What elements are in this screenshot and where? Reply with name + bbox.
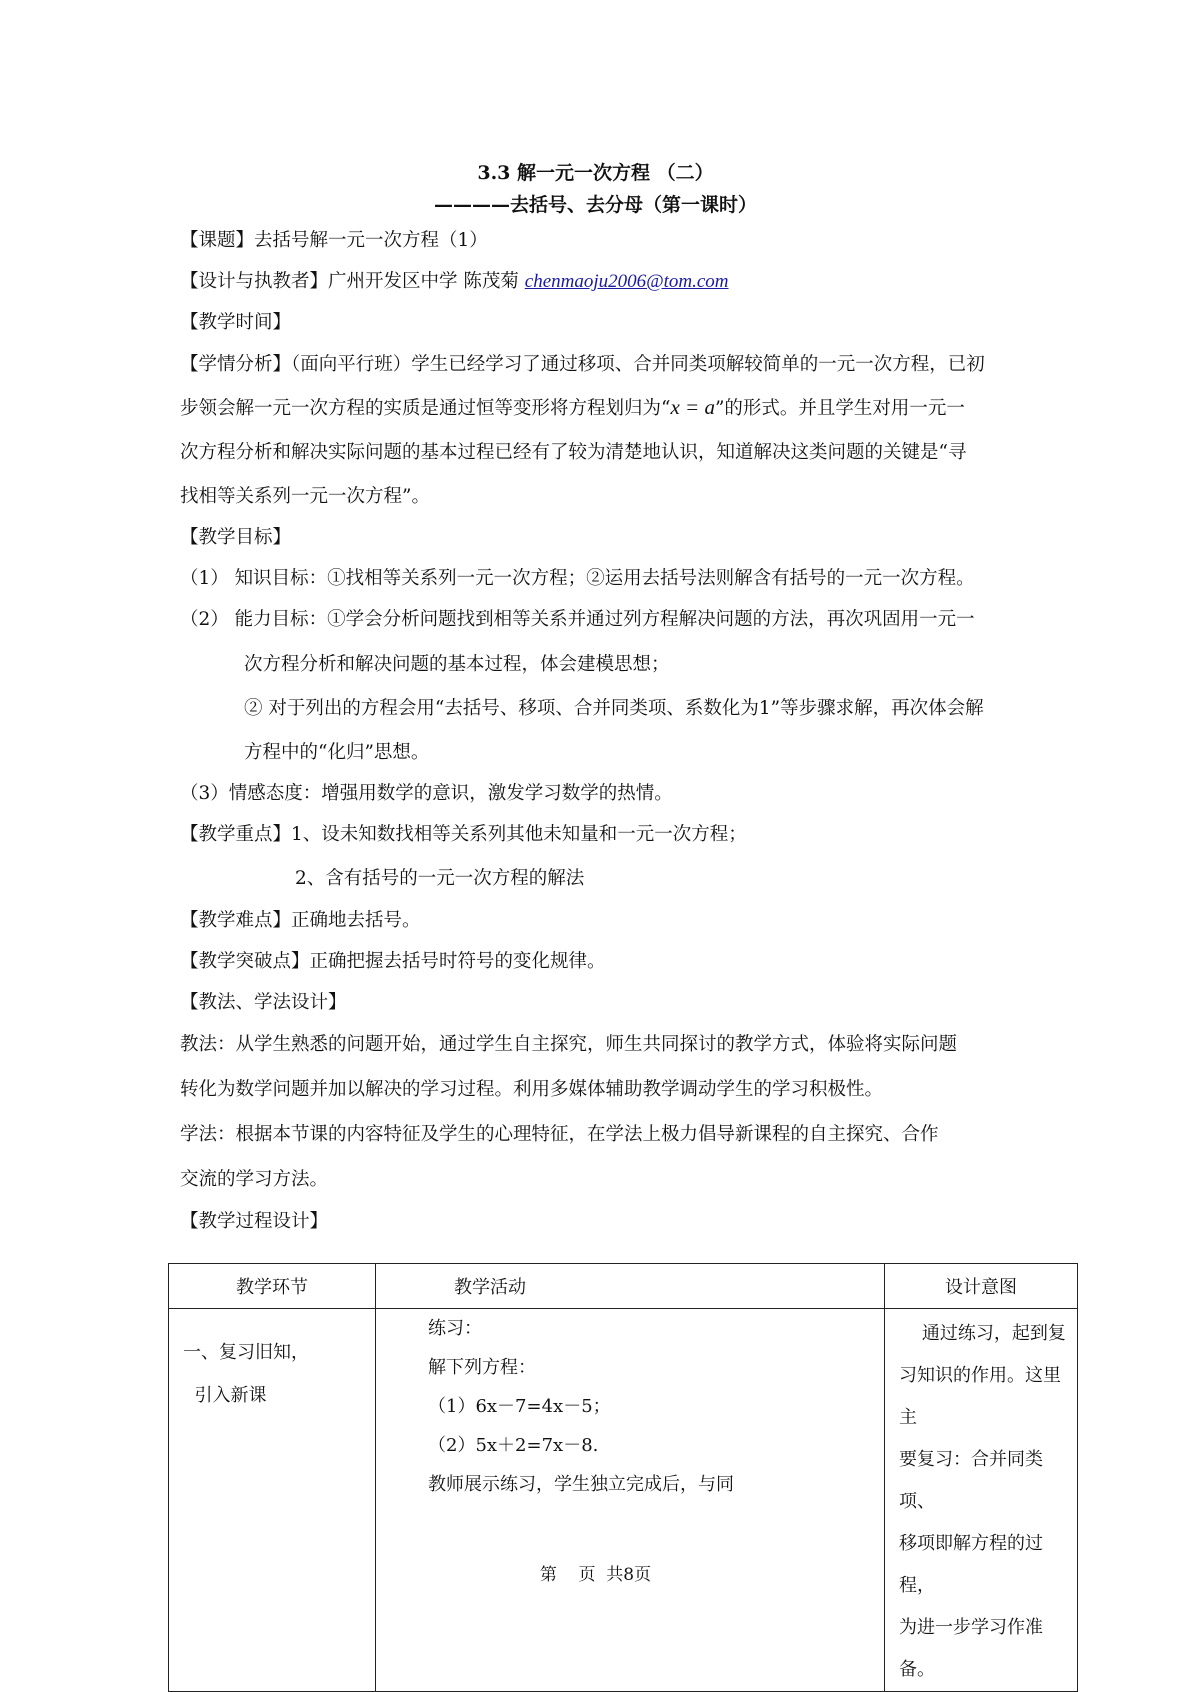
key-point-1: 【教学重点】1、设未知数找相等关系列其他未知量和一元一次方程； <box>180 824 747 845</box>
analysis-line-1: 【学情分析】（面向平行班）学生已经学习了通过移项、合并同类项解较简单的一元一次方程，已初 <box>180 354 985 375</box>
goal-1: （1） 知识目标：①找相等关系列一元一次方程；②运用去括号法则解含有括号的一元一次方程。 <box>180 568 975 589</box>
designer-line <box>180 267 729 293</box>
header-activity: 教学活动 <box>376 1264 885 1309</box>
method-heading: 【教法、学法设计】 <box>180 992 347 1013</box>
header-intent: 设计意图 <box>885 1264 1078 1309</box>
header-stage: 教学环节 <box>169 1264 376 1309</box>
table-row <box>169 1309 1078 1692</box>
stage-cell: 一、复习旧知， 引入新课 <box>169 1309 376 1692</box>
process-table <box>168 1263 1078 1692</box>
learn-line-1: 学法：根据本节课的内容特征及学生的心理特征，在学法上极力倡导新课程的自主探究、合作 <box>180 1124 939 1145</box>
topic-line: 【课题】去括号解一元一次方程（1） <box>180 230 488 251</box>
lesson-title: 3.3 解一元一次方程 （二） <box>477 162 714 184</box>
activity-cell: 练习： 解下列方程： （1）6x－7=4x－5； （2）5x＋2=7x－8. 教师展示练习，学生独立完成后，与同 <box>376 1309 885 1692</box>
analysis-line-3: 次方程分析和解决实际问题的基本过程已经有了较为清楚地认识，知道解决这类问题的关键是“寻 <box>180 442 967 463</box>
key-point-2: 2、含有括号的一元一次方程的解法 <box>295 868 585 889</box>
designer-text: 【设计与执教者】广州开发区中学 陈茂菊 <box>180 271 525 292</box>
goal-2d: 方程中的“化归”思想。 <box>244 742 430 763</box>
teach-line-2: 转化为数学问题并加以解决的学习过程。利用多媒体辅助教学调动学生的学习积极性。 <box>180 1079 884 1100</box>
goals-heading: 【教学目标】 <box>180 527 292 548</box>
math-formula: x = a <box>670 395 715 419</box>
email-link[interactable]: chenmaoju2006@tom.com <box>524 271 729 292</box>
learn-line-2: 交流的学习方法。 <box>180 1169 329 1190</box>
intent-cell: 通过练习，起到复 习知识的作用。这里主 要复习：合并同类项、 移项即解方程的过程， 为进一步学习作准备。 <box>885 1309 1078 1692</box>
goal-2c: ② 对于列出的方程会用“去括号、移项、合并同类项、系数化为1”等步骤求解，再次体会解 <box>244 698 984 719</box>
analysis-line-4: 找相等关系列一元一次方程”。 <box>180 486 430 507</box>
table-header-row <box>169 1264 1078 1309</box>
goal-2a: （2） 能力目标：①学会分析问题找到相等关系并通过列方程解决问题的方法，再次巩固用一元一 <box>180 609 975 630</box>
analysis-line-2: 步领会解一元一次方程的实质是通过恒等变形将方程划归为“x = a”的形式。并且学生对用一元一 <box>180 395 965 419</box>
time-line: 【教学时间】 <box>180 312 292 333</box>
goal-3: （3）情感态度：增强用数学的意识，激发学习数学的热情。 <box>180 783 673 804</box>
goal-2b: 次方程分析和解决问题的基本过程，体会建模思想； <box>244 654 670 675</box>
teach-line-1: 教法：从学生熟悉的问题开始，通过学生自主探究，师生共同探讨的教学方式，体验将实际问题 <box>180 1034 958 1055</box>
lesson-subtitle: ————去括号、去分母（第一课时） <box>433 194 757 216</box>
difficulty-line: 【教学难点】正确地去括号。 <box>180 910 421 931</box>
breakthrough-line: 【教学突破点】正确把握去括号时符号的变化规律。 <box>180 951 606 972</box>
page-footer: 第 页 共8页 <box>539 1565 652 1585</box>
process-heading: 【教学过程设计】 <box>180 1211 329 1232</box>
